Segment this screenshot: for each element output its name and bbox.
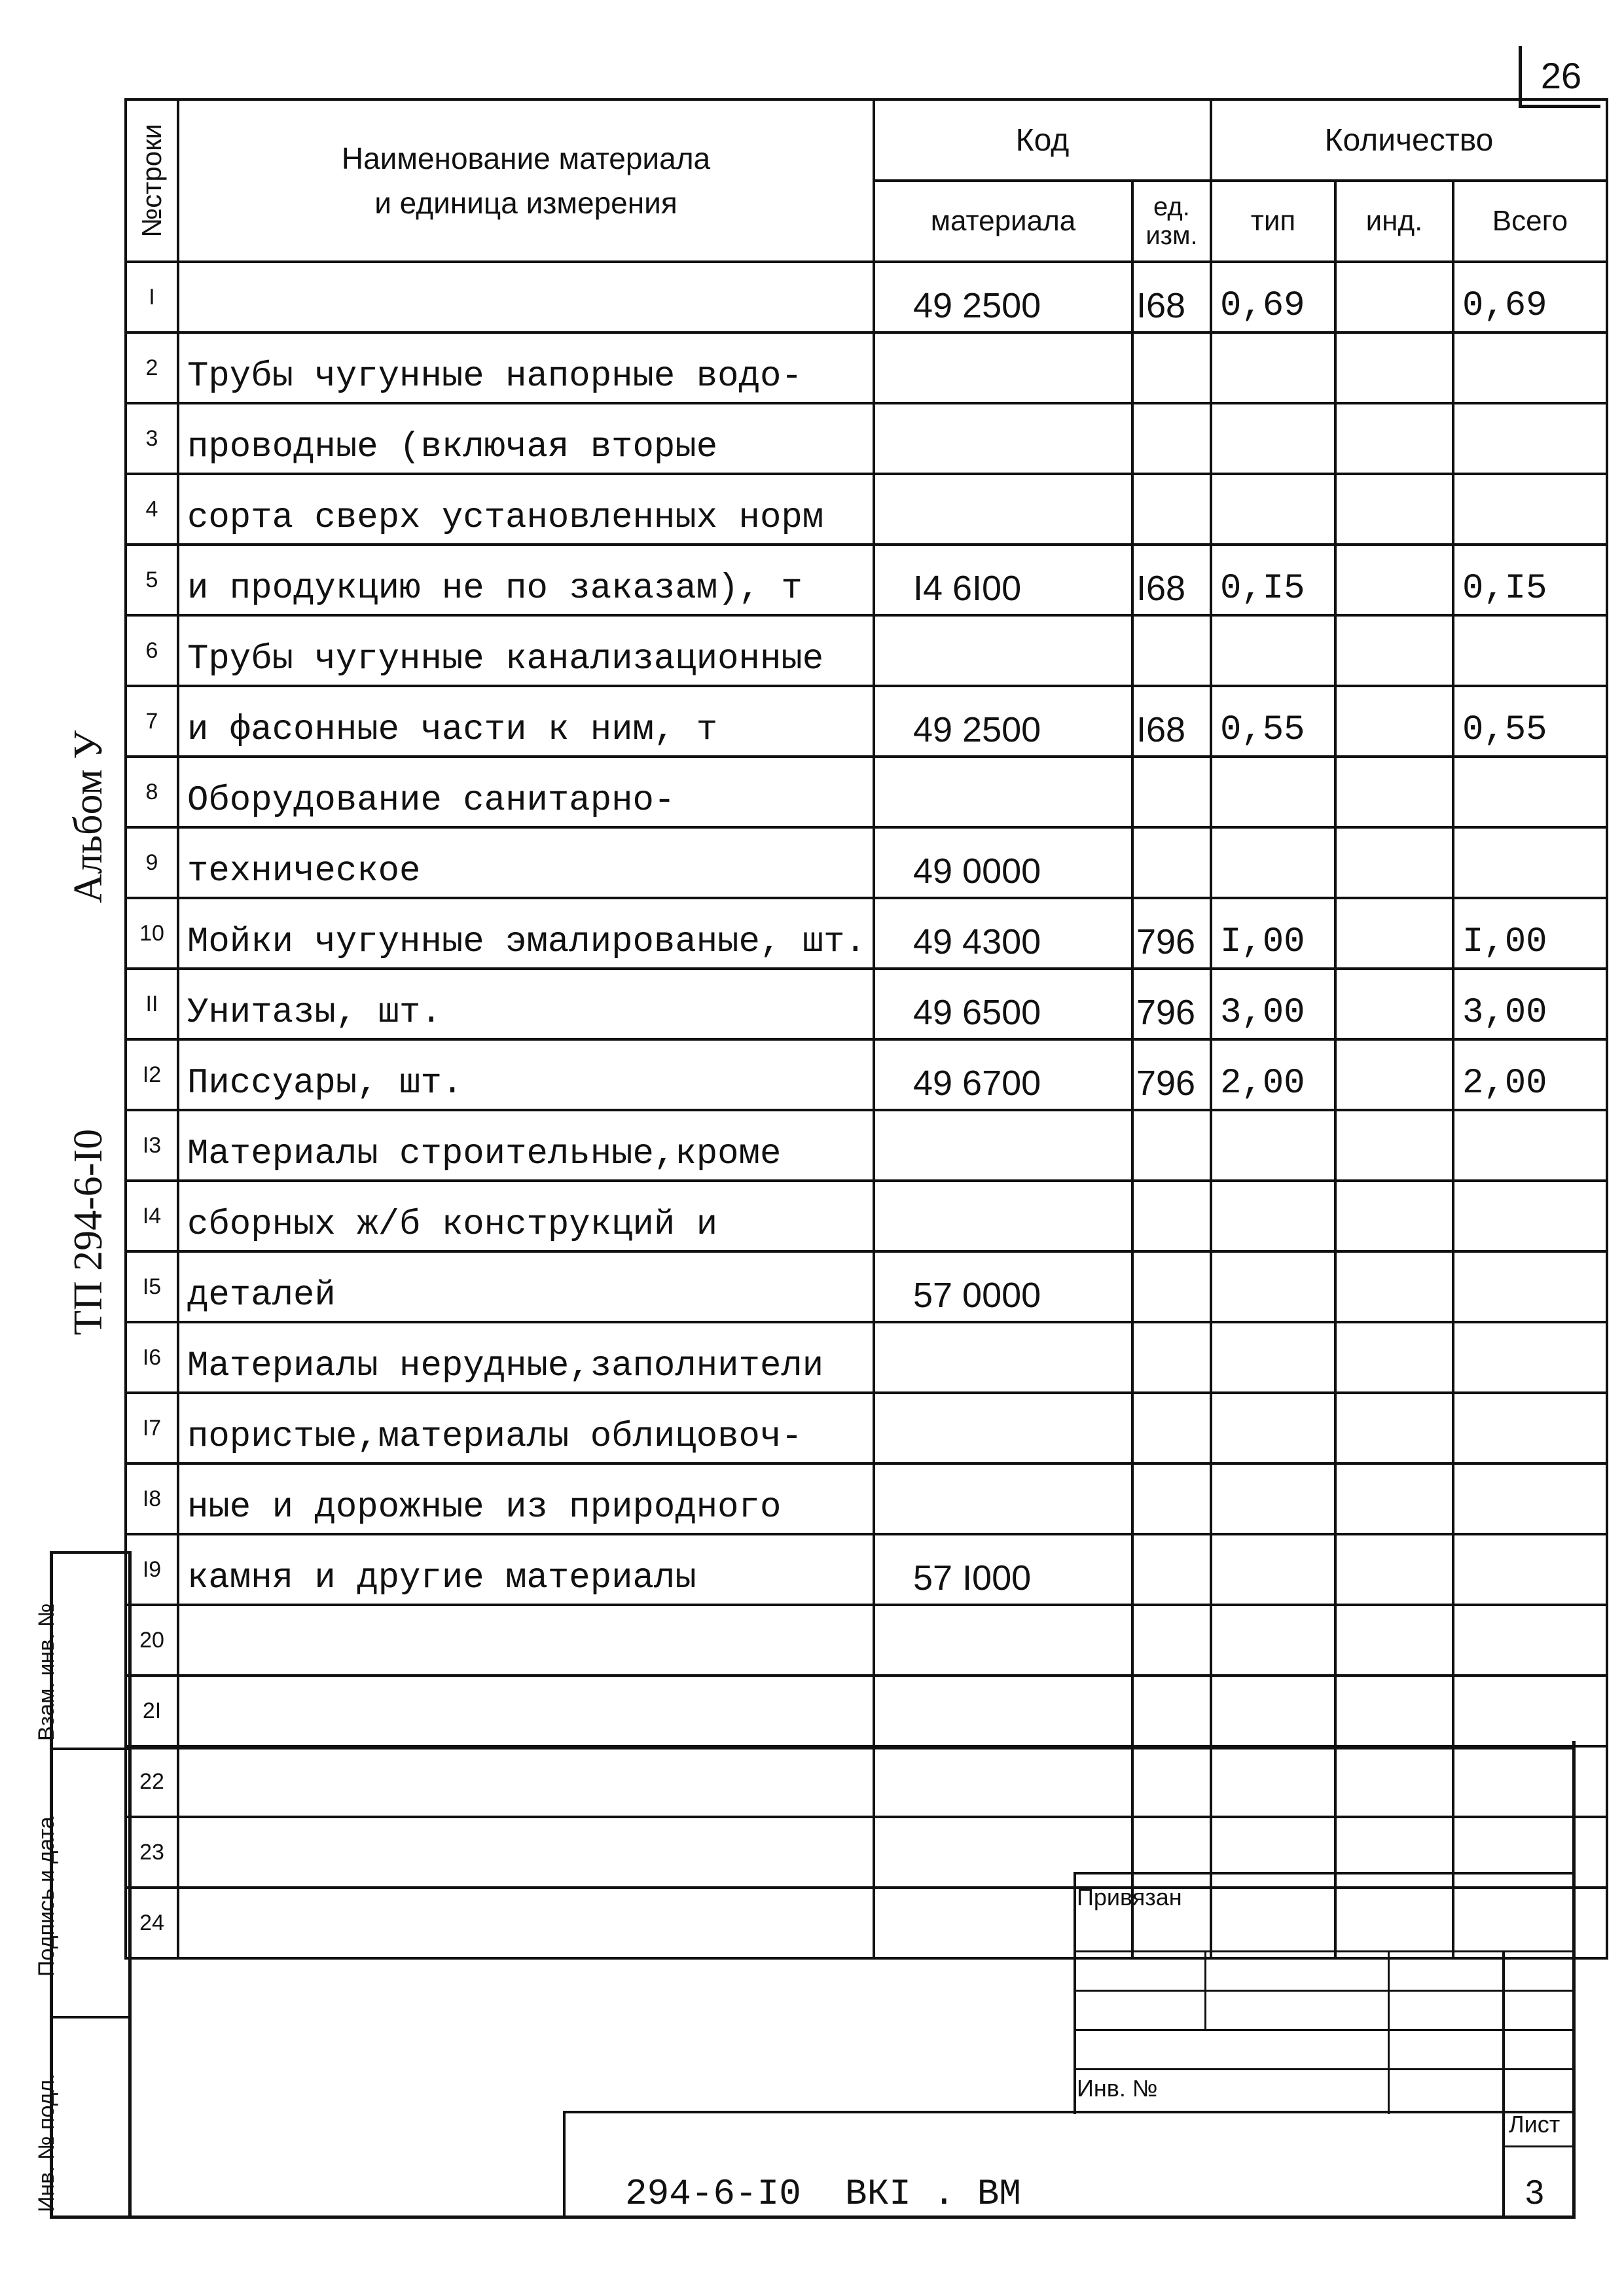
quantity-total-cell xyxy=(1453,1463,1607,1534)
table-row xyxy=(126,545,1607,615)
table-row xyxy=(126,615,1607,686)
table-row xyxy=(126,474,1607,545)
page-number: 26 xyxy=(1519,46,1600,108)
quantity-individual-cell xyxy=(1335,1676,1453,1746)
material-name-cell xyxy=(178,262,874,332)
quantity-type-cell xyxy=(1211,332,1335,403)
quantity-total-cell xyxy=(1453,1888,1607,1958)
material-code-cell xyxy=(874,1746,1132,1817)
quantity-individual-cell xyxy=(1335,1463,1453,1534)
table-row xyxy=(126,262,1607,332)
row-number-cell: I6 xyxy=(126,1322,178,1393)
quantity-total-cell xyxy=(1453,1393,1607,1463)
tb-grid-row-2 xyxy=(1074,1990,1576,1992)
header-material-code: материала xyxy=(874,181,1132,262)
table-row xyxy=(126,898,1607,969)
material-name-cell xyxy=(178,1817,874,1888)
tb-main-left xyxy=(563,2111,566,2219)
table-row xyxy=(126,1817,1607,1888)
header-code-group: Код xyxy=(874,99,1211,181)
unit-code-cell xyxy=(1132,1393,1211,1463)
row-number-cell: 3 xyxy=(126,403,178,474)
project-label: ТП 294-6-I0 xyxy=(66,1128,111,1335)
header-material-name-label: Наименование материала и единица измерения xyxy=(341,141,711,220)
material-code-cell xyxy=(874,1605,1132,1676)
quantity-type-cell: I,00 xyxy=(1211,898,1335,969)
material-name-cell xyxy=(178,1746,874,1817)
row-number-cell: 7 xyxy=(126,686,178,757)
material-name-cell: и фасонные части к ним, т xyxy=(178,686,874,757)
table-row xyxy=(126,1746,1607,1817)
material-code-cell: 49 2500 xyxy=(874,686,1132,757)
header-quantity-group: Количество xyxy=(1211,99,1607,181)
unit-code-cell xyxy=(1132,827,1211,898)
quantity-individual-cell xyxy=(1335,1251,1453,1322)
quantity-type-cell: 2,00 xyxy=(1211,1039,1335,1110)
quantity-total-cell: 2,00 xyxy=(1453,1039,1607,1110)
quantity-total-cell xyxy=(1453,1110,1607,1181)
quantity-total-cell xyxy=(1453,1746,1607,1817)
material-name-cell xyxy=(178,1676,874,1746)
tb-main-top xyxy=(563,2111,1576,2113)
row-number-cell: I2 xyxy=(126,1039,178,1110)
tb-grid-col-3 xyxy=(1502,1950,1505,2219)
unit-code-cell: I68 xyxy=(1132,686,1211,757)
material-code-cell xyxy=(874,474,1132,545)
material-code-cell: 49 2500 xyxy=(874,262,1132,332)
material-code-cell xyxy=(874,403,1132,474)
quantity-total-cell xyxy=(1453,1605,1607,1676)
row-number-cell: I3 xyxy=(126,1110,178,1181)
material-code-cell xyxy=(874,1463,1132,1534)
quantity-type-cell xyxy=(1211,1463,1335,1534)
row-number-cell: I9 xyxy=(126,1534,178,1605)
quantity-individual-cell xyxy=(1335,474,1453,545)
unit-code-cell xyxy=(1132,757,1211,827)
material-code-cell: 49 6700 xyxy=(874,1039,1132,1110)
table-row xyxy=(126,1251,1607,1322)
material-code-cell: 49 6500 xyxy=(874,969,1132,1039)
materials-table xyxy=(124,98,1608,1960)
margin-divider-1 xyxy=(50,1748,132,1750)
header-total: Всего xyxy=(1453,181,1607,262)
material-code-cell xyxy=(874,1110,1132,1181)
header-material-name xyxy=(178,99,874,262)
material-code-cell xyxy=(874,1393,1132,1463)
header-row-number xyxy=(126,99,178,262)
material-name-cell: проводные (включая вторые xyxy=(178,403,874,474)
material-code-cell xyxy=(874,1817,1132,1888)
table-row xyxy=(126,1322,1607,1393)
quantity-total-cell: 0,69 xyxy=(1453,262,1607,332)
row-number-cell: I7 xyxy=(126,1393,178,1463)
material-name-cell: Писсуары, шт. xyxy=(178,1039,874,1110)
row-number-cell: 6 xyxy=(126,615,178,686)
material-code-cell xyxy=(874,757,1132,827)
sheet-label: Лист xyxy=(1509,2111,1561,2138)
row-number-cell: 9 xyxy=(126,827,178,898)
quantity-type-cell xyxy=(1211,1110,1335,1181)
linked-label: Привязан xyxy=(1077,1884,1182,1910)
header-row-number-label: №строки xyxy=(136,124,167,238)
unit-code-cell: I68 xyxy=(1132,262,1211,332)
tb-sheet-divider xyxy=(1502,2145,1576,2147)
inventory-number-label: Инв. № xyxy=(1077,2075,1158,2102)
header-individual: инд. xyxy=(1335,181,1453,262)
quantity-type-cell: 0,55 xyxy=(1211,686,1335,757)
table-row xyxy=(126,1463,1607,1534)
margin-top-line xyxy=(50,1551,132,1554)
unit-code-cell xyxy=(1132,1746,1211,1817)
row-number-cell: 22 xyxy=(126,1746,178,1817)
margin-inner-line xyxy=(128,1551,132,2219)
quantity-individual-cell xyxy=(1335,332,1453,403)
row-number-cell: 5 xyxy=(126,545,178,615)
quantity-total-cell xyxy=(1453,1322,1607,1393)
quantity-type-cell xyxy=(1211,1888,1335,1958)
quantity-individual-cell xyxy=(1335,1534,1453,1605)
row-number-cell: 2I xyxy=(126,1676,178,1746)
material-name-cell: Трубы чугунные напорные водо- xyxy=(178,332,874,403)
quantity-type-cell xyxy=(1211,1605,1335,1676)
material-name-cell: Материалы строительные,кроме xyxy=(178,1110,874,1181)
material-name-cell: и продукцию не по заказам), т xyxy=(178,545,874,615)
table-row xyxy=(126,969,1607,1039)
quantity-total-cell xyxy=(1453,1251,1607,1322)
quantity-individual-cell xyxy=(1335,262,1453,332)
table-row xyxy=(126,757,1607,827)
tb-linked-left xyxy=(1074,1872,1076,2114)
quantity-total-cell xyxy=(1453,1817,1607,1888)
quantity-type-cell xyxy=(1211,403,1335,474)
material-name-cell: деталей xyxy=(178,1251,874,1322)
table-row xyxy=(126,1605,1607,1676)
quantity-type-cell xyxy=(1211,1251,1335,1322)
material-code-cell xyxy=(874,1181,1132,1251)
frame-bottom-line xyxy=(50,2215,1575,2219)
quantity-total-cell xyxy=(1453,474,1607,545)
quantity-total-cell xyxy=(1453,757,1607,827)
stamp-inv-replacement: Взам. инв. № xyxy=(34,1603,59,1741)
table-row xyxy=(126,1534,1607,1605)
header-unit xyxy=(1132,181,1211,262)
material-name-cell: Мойки чугунные эмалированые, шт. xyxy=(178,898,874,969)
unit-code-cell xyxy=(1132,403,1211,474)
quantity-total-cell xyxy=(1453,1534,1607,1605)
unit-code-cell xyxy=(1132,332,1211,403)
quantity-individual-cell xyxy=(1335,1039,1453,1110)
material-name-cell xyxy=(178,1888,874,1958)
quantity-type-cell xyxy=(1211,827,1335,898)
quantity-total-cell: 0,55 xyxy=(1453,686,1607,757)
quantity-individual-cell xyxy=(1335,827,1453,898)
table-row xyxy=(126,1393,1607,1463)
quantity-individual-cell xyxy=(1335,1888,1453,1958)
row-number-cell: II xyxy=(126,969,178,1039)
material-code-cell xyxy=(874,1322,1132,1393)
materials-table-body xyxy=(126,262,1607,1958)
material-code-cell: 49 4300 xyxy=(874,898,1132,969)
tb-grid-row-3 xyxy=(1074,2029,1576,2031)
quantity-individual-cell xyxy=(1335,1181,1453,1251)
quantity-type-cell xyxy=(1211,1746,1335,1817)
material-code-cell: 49 0000 xyxy=(874,827,1132,898)
unit-code-cell xyxy=(1132,615,1211,686)
row-number-cell: 23 xyxy=(126,1817,178,1888)
material-code-cell xyxy=(874,615,1132,686)
quantity-total-cell xyxy=(1453,615,1607,686)
table-row xyxy=(126,332,1607,403)
unit-code-cell xyxy=(1132,1110,1211,1181)
tb-linked-top xyxy=(1074,1872,1576,1874)
row-number-cell: I4 xyxy=(126,1181,178,1251)
unit-code-cell xyxy=(1132,1676,1211,1746)
tb-grid-col-2 xyxy=(1388,1950,1390,2114)
material-code-cell xyxy=(874,1676,1132,1746)
frame-table-bottom xyxy=(128,1746,1575,1749)
quantity-type-cell xyxy=(1211,474,1335,545)
material-code-cell: 57 I000 xyxy=(874,1534,1132,1605)
tb-grid-col-1 xyxy=(1204,1950,1206,2029)
quantity-individual-cell xyxy=(1335,757,1453,827)
quantity-type-cell: 0,69 xyxy=(1211,262,1335,332)
stamp-inv-original: Инв. № подл. xyxy=(34,2073,59,2212)
quantity-type-cell xyxy=(1211,757,1335,827)
material-code-cell: 57 0000 xyxy=(874,1251,1132,1322)
quantity-individual-cell xyxy=(1335,969,1453,1039)
material-name-cell: Унитазы, шт. xyxy=(178,969,874,1039)
unit-code-cell: I68 xyxy=(1132,545,1211,615)
table-row xyxy=(126,1888,1607,1958)
material-code-cell xyxy=(874,332,1132,403)
row-number-cell: I8 xyxy=(126,1463,178,1534)
material-name-cell: Материалы нерудные,заполнители xyxy=(178,1322,874,1393)
quantity-total-cell xyxy=(1453,1181,1607,1251)
quantity-individual-cell xyxy=(1335,1322,1453,1393)
quantity-type-cell: 3,00 xyxy=(1211,969,1335,1039)
quantity-individual-cell xyxy=(1335,403,1453,474)
quantity-individual-cell xyxy=(1335,1605,1453,1676)
unit-code-cell xyxy=(1132,1534,1211,1605)
row-number-cell: I xyxy=(126,262,178,332)
material-name-cell: пористые,материалы облицовоч- xyxy=(178,1393,874,1463)
stamp-signature-date: Подпись и дата xyxy=(34,1816,59,1977)
quantity-total-cell xyxy=(1453,827,1607,898)
material-name-cell: техническое xyxy=(178,827,874,898)
quantity-type-cell: 0,I5 xyxy=(1211,545,1335,615)
quantity-type-cell xyxy=(1211,615,1335,686)
unit-code-cell xyxy=(1132,1181,1211,1251)
quantity-individual-cell xyxy=(1335,615,1453,686)
unit-code-cell xyxy=(1132,474,1211,545)
row-number-cell: I5 xyxy=(126,1251,178,1322)
table-row xyxy=(126,827,1607,898)
quantity-type-cell xyxy=(1211,1393,1335,1463)
table-row xyxy=(126,686,1607,757)
sheet-number: 3 xyxy=(1525,2174,1544,2212)
unit-code-cell xyxy=(1132,1463,1211,1534)
header-type: тип xyxy=(1211,181,1335,262)
table-row xyxy=(126,1110,1607,1181)
quantity-individual-cell xyxy=(1335,1393,1453,1463)
tb-grid-row-4 xyxy=(1074,2068,1576,2070)
unit-code-cell: 796 xyxy=(1132,1039,1211,1110)
unit-code-cell xyxy=(1132,1605,1211,1676)
quantity-individual-cell xyxy=(1335,1817,1453,1888)
table-row xyxy=(126,403,1607,474)
row-number-cell: 24 xyxy=(126,1888,178,1958)
unit-code-cell xyxy=(1132,1817,1211,1888)
quantity-total-cell: 3,00 xyxy=(1453,969,1607,1039)
quantity-total-cell xyxy=(1453,403,1607,474)
material-name-cell: Трубы чугунные канализационные xyxy=(178,615,874,686)
material-name-cell: Оборудование санитарно- xyxy=(178,757,874,827)
table-row xyxy=(126,1676,1607,1746)
row-number-cell: 2 xyxy=(126,332,178,403)
quantity-type-cell xyxy=(1211,1181,1335,1251)
quantity-type-cell xyxy=(1211,1322,1335,1393)
quantity-total-cell: I,00 xyxy=(1453,898,1607,969)
quantity-individual-cell xyxy=(1335,898,1453,969)
material-code-cell: I4 6I00 xyxy=(874,545,1132,615)
material-name-cell: ные и дорожные из природного xyxy=(178,1463,874,1534)
row-number-cell: 20 xyxy=(126,1605,178,1676)
quantity-total-cell xyxy=(1453,332,1607,403)
quantity-total-cell: 0,I5 xyxy=(1453,545,1607,615)
header-unit-label: ед. изм. xyxy=(1146,192,1198,250)
unit-code-cell: 796 xyxy=(1132,898,1211,969)
table-row xyxy=(126,1181,1607,1251)
unit-code-cell xyxy=(1132,1322,1211,1393)
material-name-cell: камня и другие материалы xyxy=(178,1534,874,1605)
quantity-individual-cell xyxy=(1335,686,1453,757)
material-name-cell: сорта сверх установленных норм xyxy=(178,474,874,545)
quantity-total-cell xyxy=(1453,1676,1607,1746)
album-label: Альбом У xyxy=(66,730,111,903)
document-code: 294-6-I0 ВКI . ВМ xyxy=(625,2173,1021,2215)
unit-code-cell xyxy=(1132,1251,1211,1322)
material-name-cell: сборных ж/б конструкций и xyxy=(178,1181,874,1251)
quantity-type-cell xyxy=(1211,1676,1335,1746)
row-number-cell: 8 xyxy=(126,757,178,827)
quantity-individual-cell xyxy=(1335,1746,1453,1817)
quantity-type-cell xyxy=(1211,1534,1335,1605)
quantity-type-cell xyxy=(1211,1817,1335,1888)
tb-grid-row-1 xyxy=(1074,1950,1576,1952)
quantity-individual-cell xyxy=(1335,1110,1453,1181)
quantity-individual-cell xyxy=(1335,545,1453,615)
unit-code-cell: 796 xyxy=(1132,969,1211,1039)
row-number-cell: 4 xyxy=(126,474,178,545)
margin-divider-2 xyxy=(50,2016,132,2018)
table-row xyxy=(126,1039,1607,1110)
material-name-cell xyxy=(178,1605,874,1676)
row-number-cell: 10 xyxy=(126,898,178,969)
